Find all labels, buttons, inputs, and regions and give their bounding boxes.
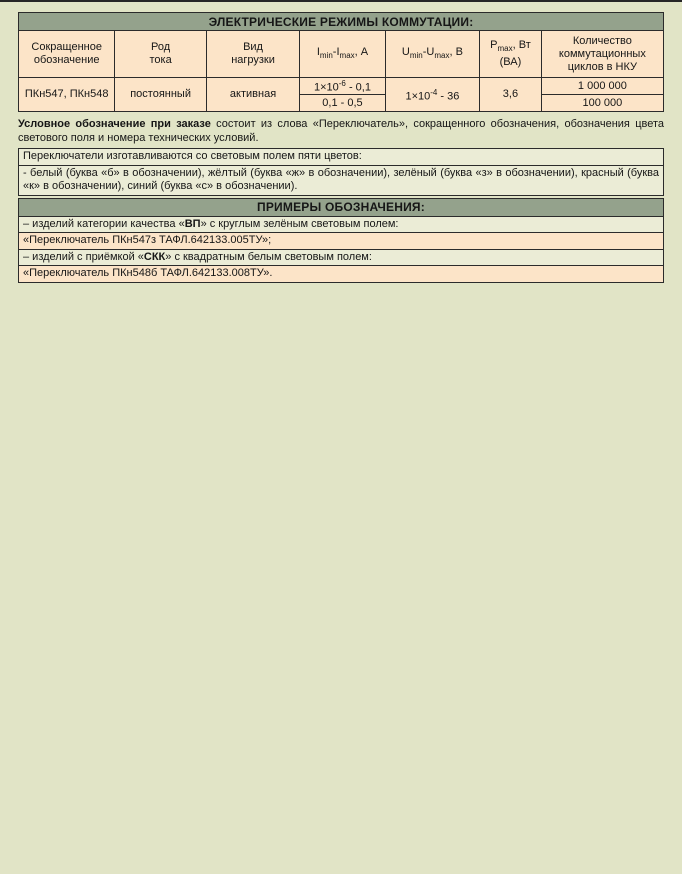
cell-current-type: постоянный (115, 78, 205, 111)
col-header-load-type: Вид нагрузки (207, 31, 299, 77)
paragraph-rest: состоит из слова «Переключатель», сокращенного обозначения, обозначения цвета светового поля и номера технических условий. (18, 118, 665, 144)
colors-note-list-row: - белый (буква «б» в обозначении), жёлтый (буква «ж» в обозначении), зелёный (буква «з» в обозначении), красный (буква «к» в обозначении), синий (буква «с» в обозначении). (18, 165, 664, 196)
col-header-designation: Сокращенное обозначение (19, 31, 114, 77)
page-top-border (0, 0, 682, 2)
electrical-modes-table (18, 31, 664, 112)
example-2-value-row: «Переключатель ПКн548б ТАФЛ.642133.008ТУ». (18, 265, 664, 283)
cell-cycles-2: 100 000 (542, 95, 663, 111)
cell-load-type: активная (207, 78, 299, 111)
col-header-voltage-range: $U_{min}-U_{max}$, В (386, 31, 479, 77)
col-header-current-range: $I_{min}-I_{max}$, А (300, 31, 384, 77)
col-header-cycles: Количество коммутационных циклов в НКУ (542, 31, 663, 77)
cell-current-range-1: $1\times 10^{-6} - 0,1$ (300, 78, 384, 94)
cell-voltage-range: $1\times 10^{-4} - 36$ (386, 78, 479, 111)
cell-current-range-2: 0,1 - 0,5 (300, 95, 384, 111)
example-2-description-row: – изделий с приёмкой «СКК» с квадратным белым световым полем: (18, 249, 664, 267)
cell-cycles-1: 1 000 000 (542, 78, 663, 94)
section2-title-text: ПРИМЕРЫ ОБОЗНАЧЕНИЯ: (257, 200, 425, 214)
content-column (18, 12, 664, 283)
col-header-power: $P_{max}$, Вт (ВА) (480, 31, 541, 77)
cell-power: 3,6 (480, 78, 541, 111)
cell-designation: ПКн547, ПКн548 (19, 78, 114, 111)
colors-note-intro-row: Переключатели изготавливаются со световым полем пяти цветов: (18, 148, 664, 166)
section-title-designation-examples (18, 198, 664, 217)
example-1-description-row: – изделий категории качества «ВП» с круглым зелёным световым полем: (18, 216, 664, 234)
section-title-text: ЭЛЕКТРИЧЕСКИЕ РЕЖИМЫ КОММУТАЦИИ: (208, 14, 474, 29)
ordering-designation-paragraph (18, 117, 664, 145)
paragraph-bold-lead: Условное обозначение при заказе (18, 118, 211, 130)
section-title-commutation-modes (18, 12, 664, 31)
col-header-current-type: Род тока (115, 31, 205, 77)
example-1-value-row: «Переключатель ПКн547з ТАФЛ.642133.005ТУ»; (18, 232, 664, 250)
